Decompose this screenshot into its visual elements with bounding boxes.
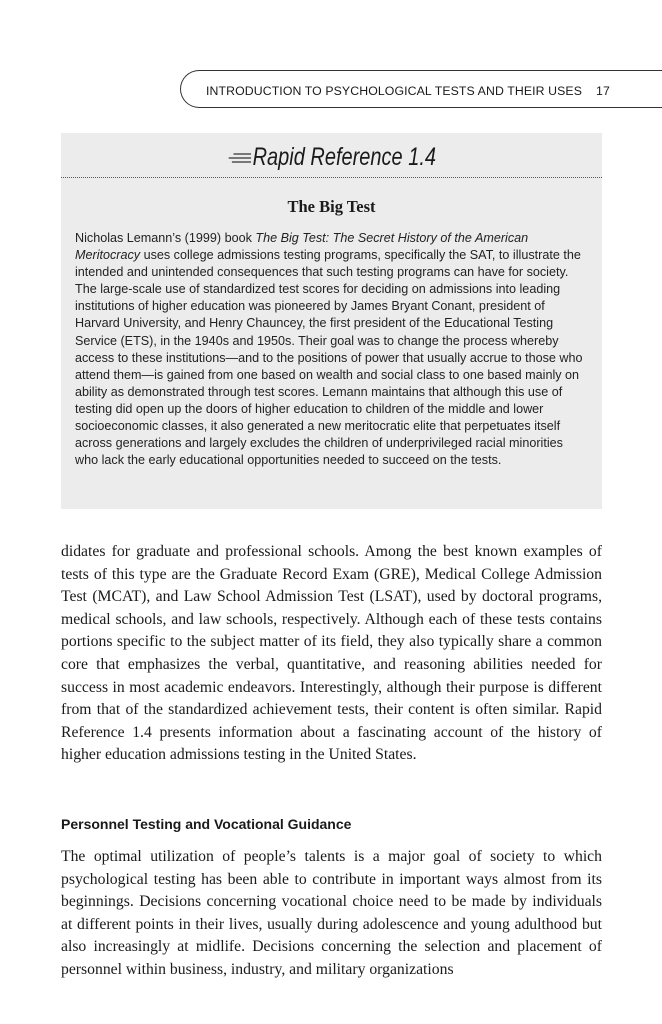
running-header xyxy=(206,84,610,98)
rapid-reference-label: Rapid Reference 1.4 xyxy=(252,143,437,171)
body-paragraph-2: The optimal utilization of people’s talents is a major goal of society to which psychological testing has been able to contribute in important ways almost from its beginnings. Decisions concerning vocational choice need to be made by individuals at different points in their lives, usually during adolescence and young adulthood but also increasingly at midlife. Decisions concerning the selection and placement of personnel within business, industry, and military organizations xyxy=(61,848,602,978)
box-heading: The Big Test xyxy=(287,197,376,216)
page-number: 17 xyxy=(596,84,610,98)
rapid-reference-title xyxy=(115,143,548,172)
section-heading: Personnel Testing and Vocational Guidance xyxy=(61,816,352,832)
running-title: INTRODUCTION TO PSYCHOLOGICAL TESTS AND THEIR USES xyxy=(206,84,583,98)
speed-lines-icon xyxy=(227,150,251,166)
box-body-text xyxy=(75,230,589,469)
book-title: The Big Test: The Secret History of the American Meritocracy xyxy=(75,231,529,263)
body-paragraph-1: didates for graduate and professional schools. Among the best known examples of tests of this type are the Graduate Record Exam (GRE), Medical College Admission Test (MCAT), and Law School Admission Test (LSAT), used by doctoral programs, medical schools, and law schools, respectively. Although each of these tests contains portions specific to the subject matter of its field, they also typically share a common core that emphasizes the verbal, quantitative, and reasoning abilities needed for success in most academic endeavors. Interestingly, although their purpose is different from that of the standardized achievement tests, their content is often similar. Rapid Reference 1.4 presents information about a fascinating account of the history of higher education admissions testing in the United States. xyxy=(61,543,602,764)
box-body-intro: Nicholas Lemann’s (1999) book xyxy=(75,231,256,245)
dotted-divider xyxy=(61,177,602,178)
box-body-rest: uses college admissions testing programs, specifically the SAT, to illustrate the intended and unintended consequences that such testing programs can have for society. The large-scale use of standardized test scores for deciding on admissions into leading institutions of higher education was pioneered by James Bryant Conant, president of Harvard University, and Henry Chauncey, the first president of the Educational Testing Service (ETS), in the 1940s and 1950s. Their goal was to change the process whereby access to these institutions—and to the positions of power that usually accrue to those who attend them—is gained from one based on wealth and social class to one based mainly on ability as demonstrated through test scores. Lemann maintains that although this use of testing did open up the doors of higher education to children of the middle and lower socioeconomic classes, it also generated a new meritocratic elite that perpetuates itself across generations and largely excludes the children of underprivileged racial minorities who lack the early educational opportunities needed to succeed on the tests. xyxy=(75,248,583,468)
rapid-reference-box xyxy=(61,133,602,509)
